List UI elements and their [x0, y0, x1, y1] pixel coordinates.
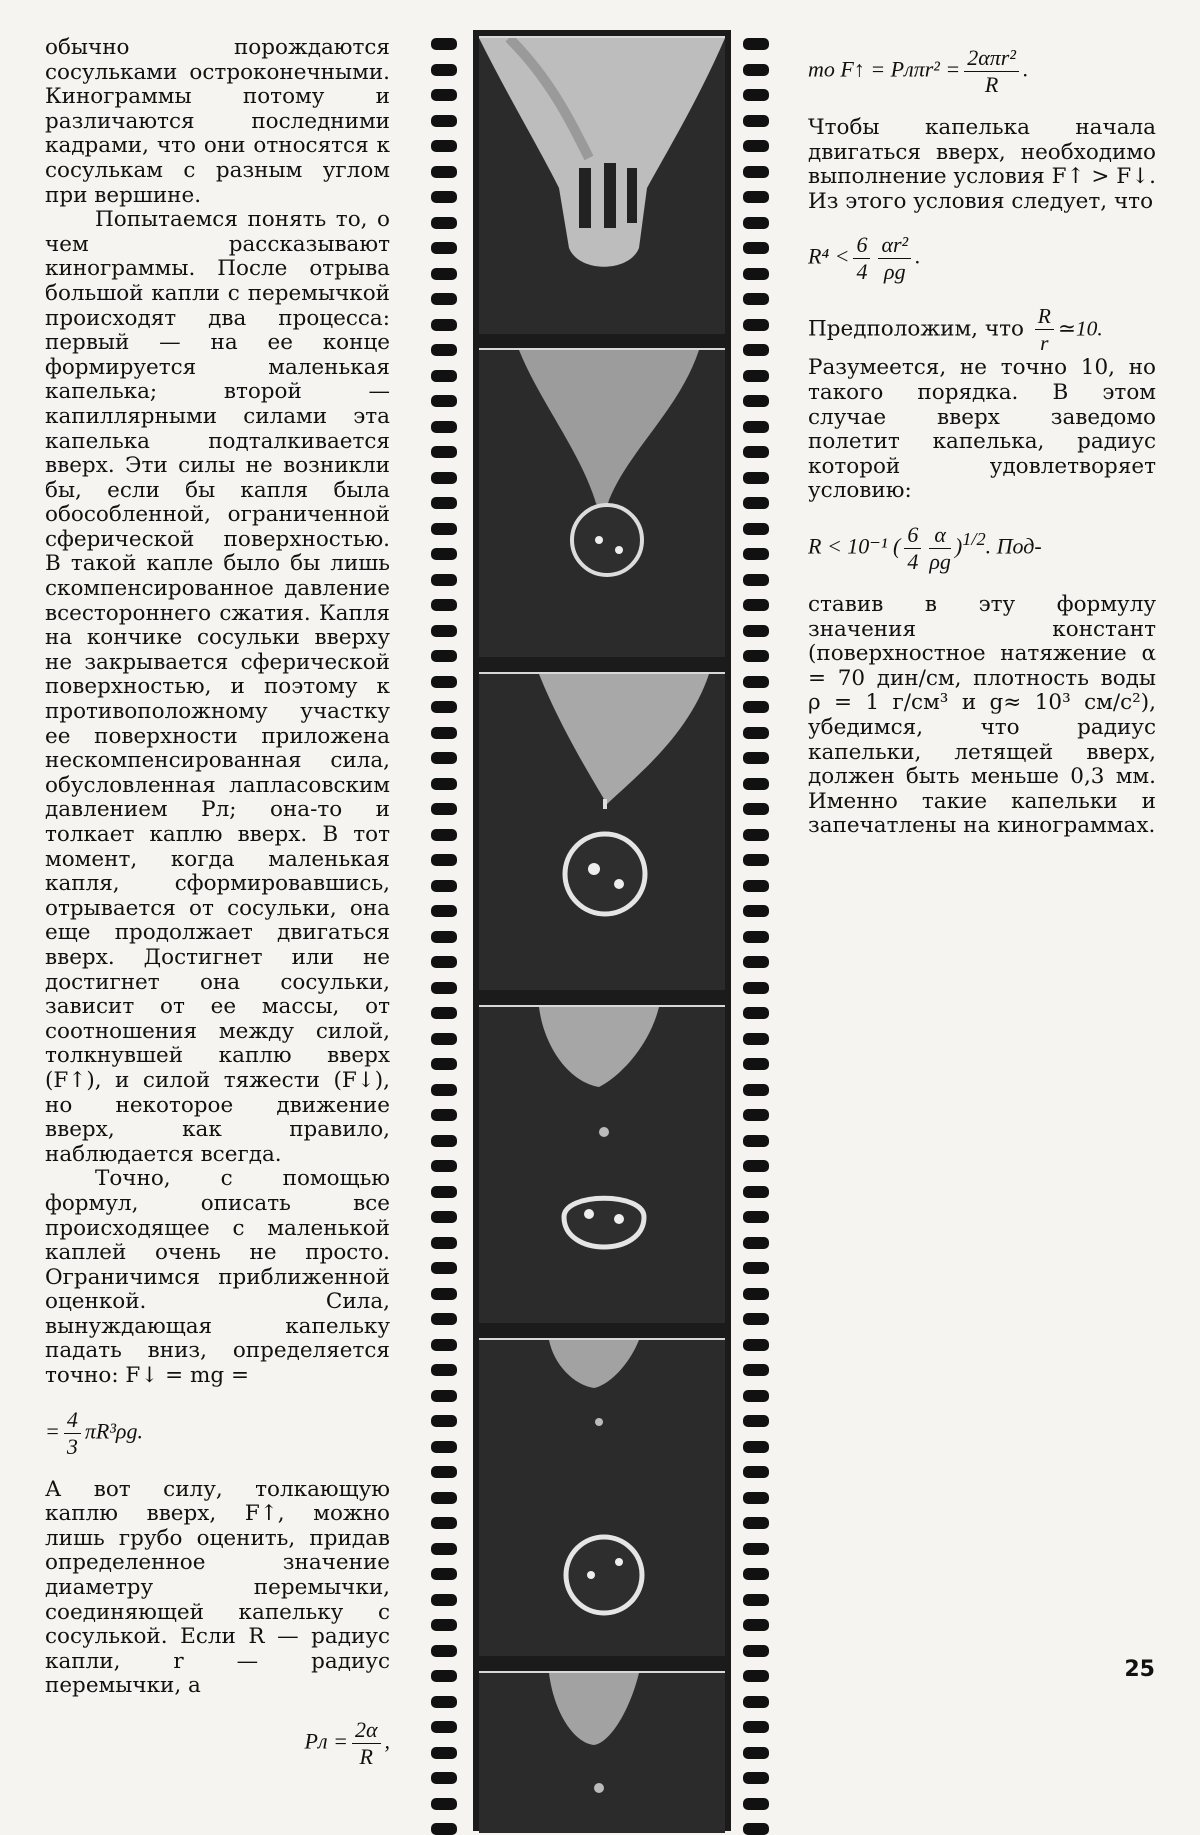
sprocket-hole	[743, 1135, 769, 1147]
fraction	[1035, 303, 1054, 356]
sprocket-hole	[431, 421, 457, 433]
fraction	[929, 522, 951, 575]
sprocket-hole	[431, 344, 457, 356]
fraction	[352, 1717, 381, 1770]
sprocket-hole	[743, 625, 769, 637]
film-frame-2	[479, 348, 725, 657]
formula-part: .	[1022, 56, 1029, 82]
sprocket-hole	[743, 319, 769, 331]
sprocket-hole	[743, 293, 769, 305]
sprocket-hole	[431, 1186, 457, 1198]
sprocket-hole	[743, 982, 769, 994]
fraction	[878, 232, 911, 285]
fraction-denominator: 3	[66, 1433, 78, 1459]
fraction	[853, 232, 870, 285]
paragraph: ставив в эту формулу значения констант (поверхностное натяжение α = 70 дин/см, плотность воды ρ = 1 г/см³ и g≈ 10³ см/с²), убедимся, что радиус капельки, летящей вверх, должен быть меньше 0,3 мм. Именно такие капельки и запечатлены на кинограммах.	[808, 591, 1156, 839]
sprocket-hole	[431, 1696, 457, 1708]
sprocket-hole	[431, 217, 457, 229]
paragraph: Попытаемся понять то, о чем рассказывают кинограммы. После отрыва большой капли с перемычкой происходят два процесса: первый — на ее конце формируется маленькая капелька; второй — капиллярными силами эта капелька подталкивается вверх. Эти силы не возникли бы, если бы капля была обособленной, ограниченной сферической поверхностью. В такой капле было бы лишь скомпенсированное давление всестороннего сжатия. Капля на кончике сосульки вверху не закрывается сферической поверхностью, и поэтому к противоположному участку ее поверхности приложена нескомпенсированная сила, обусловленная лапласовским давлением Pл; она-то и толкает каплю вверх. В тот момент, когда маленькая капля, сформировавшись, отрывается от сосульки, она еще продолжает двигаться вверх. Достигнет или не достигнет она сосульки, зависит от ее массы, от соотношения между силой, толкнувшей каплю вверх (F↑), и силой тяжести (F↓), но некоторое движение вверх, как правило, наблюдается всегда.	[45, 207, 390, 1167]
sprocket-hole	[743, 599, 769, 611]
formula-part: ,	[384, 1728, 390, 1754]
formula-radius	[808, 522, 1156, 575]
formula-part: =	[45, 1418, 60, 1444]
sprocket-hole	[431, 1313, 457, 1325]
sprocket-hole	[743, 268, 769, 280]
sprocket-hole	[431, 1619, 457, 1631]
paragraph-text: А вот силу, толкающую каплю вверх, F↑, можно лишь грубо оценить, придав определенное значение диаметру перемычки, соединяющей капельку с сосулькой. Если R — радиус капли, r — радиус перемычки, а	[45, 1476, 390, 1699]
sprocket-hole	[743, 1007, 769, 1019]
page-number: 25	[1124, 1657, 1155, 1682]
sprocket-hole	[743, 1262, 769, 1274]
sprocket-hole	[431, 319, 457, 331]
sprocket-hole	[743, 829, 769, 841]
sprocket-hole	[743, 1568, 769, 1580]
formula-part: R < 10⁻¹ (	[808, 533, 901, 559]
sprocket-hole	[743, 1288, 769, 1300]
sprocket-hole	[743, 803, 769, 815]
paragraph-text: Предположим, что	[808, 316, 1024, 342]
sprocket-hole	[431, 523, 457, 535]
film-frame-5	[479, 1338, 725, 1656]
paragraph	[808, 303, 1156, 356]
sprocket-hole	[743, 344, 769, 356]
sprocket-hole	[743, 1823, 769, 1835]
paragraph: Разумеется, не точно 10, но такого порядка. В этом случае вверх заведомо полетит капелька, радиус которой удовлетворяет условию:	[808, 355, 1156, 504]
formula-f-up	[808, 45, 1156, 98]
sprocket-hole	[743, 905, 769, 917]
sprocket-hole	[743, 1033, 769, 1045]
sprocket-hole	[431, 1288, 457, 1300]
formula-exponent: 1/2	[962, 529, 986, 550]
sprocket-hole	[431, 880, 457, 892]
sprocket-hole	[431, 472, 457, 484]
sprocket-hole	[743, 931, 769, 943]
sprocket-hole	[431, 676, 457, 688]
fraction	[904, 522, 921, 575]
sprocket-hole	[431, 752, 457, 764]
sprocket-hole	[431, 1058, 457, 1070]
sprocket-hole	[431, 1160, 457, 1172]
sprocket-hole	[743, 1696, 769, 1708]
sprocket-hole	[743, 1211, 769, 1223]
sprocket-hole	[743, 1645, 769, 1657]
sprocket-hole	[431, 803, 457, 815]
fraction-numerator: 6	[853, 232, 870, 259]
fraction-denominator: ρg	[884, 259, 906, 285]
fraction-denominator: ρg	[929, 548, 951, 574]
sprocket-hole	[743, 1237, 769, 1249]
film-frame-1	[479, 36, 725, 334]
sprocket-hole	[431, 1084, 457, 1096]
sprocket-hole	[431, 1747, 457, 1759]
sprocket-hole	[743, 1415, 769, 1427]
sprocket-hole	[431, 1237, 457, 1249]
sprocket-hole	[431, 1415, 457, 1427]
sprocket-hole	[743, 1466, 769, 1478]
sprocket-hole	[431, 1823, 457, 1835]
paragraph: обычно порождаются сосульками остроконечными. Кинограммы потому и различаются последними кадрами, что они относятся к сосулькам с разным углом при вершине.	[45, 35, 390, 208]
sprocket-hole	[431, 650, 457, 662]
fraction-numerator: R	[1035, 303, 1054, 330]
sprocket-hole	[431, 931, 457, 943]
formula-laplace	[45, 1717, 390, 1770]
sprocket-hole	[431, 1798, 457, 1810]
sprocket-hole	[743, 523, 769, 535]
fraction-numerator: 4	[64, 1407, 81, 1434]
sprocket-hole	[743, 38, 769, 50]
sprocket-hole	[431, 1492, 457, 1504]
formula-part: .	[915, 243, 921, 269]
sprocket-hole	[431, 1645, 457, 1657]
sprocket-hole	[431, 497, 457, 509]
formula-condition	[808, 232, 1156, 285]
sprocket-hole	[743, 1186, 769, 1198]
sprocket-hole	[431, 701, 457, 713]
sprocket-hole	[743, 1798, 769, 1810]
sprocket-hole	[431, 574, 457, 586]
formula-part: πR³ρg.	[84, 1418, 143, 1444]
sprocket-hole	[431, 854, 457, 866]
fraction-denominator: r	[1040, 331, 1049, 356]
film-frame-4	[479, 1005, 725, 1323]
paragraph: Чтобы капелька начала двигаться вверх, необходимо выполнение условия F↑ > F↓. Из этого условия следует, что	[808, 115, 1156, 214]
sprocket-hole	[743, 1619, 769, 1631]
sprocket-hole	[743, 1084, 769, 1096]
sprocket-hole	[743, 956, 769, 968]
sprocket-hole	[743, 421, 769, 433]
sprocket-hole	[743, 446, 769, 458]
sprocket-hole	[743, 1160, 769, 1172]
sprocket-hole	[743, 1109, 769, 1121]
sprocket-hole	[431, 370, 457, 382]
sprocket-hole	[431, 140, 457, 152]
sprocket-hole	[431, 599, 457, 611]
sprocket-hole	[743, 191, 769, 203]
sprocket-hole	[431, 1594, 457, 1606]
sprocket-hole	[743, 880, 769, 892]
sprocket-hole	[743, 1313, 769, 1325]
fraction	[64, 1407, 81, 1460]
sprocket-hole	[431, 1211, 457, 1223]
sprocket-hole	[431, 1007, 457, 1019]
sprocket-hole	[431, 1772, 457, 1784]
formula-part: . Под-	[985, 533, 1042, 559]
sprocket-hole	[431, 38, 457, 50]
sprocket-holes-right	[743, 30, 771, 1831]
sprocket-hole	[743, 854, 769, 866]
fraction-numerator: αr²	[878, 232, 911, 259]
sprocket-hole	[743, 115, 769, 127]
sprocket-hole	[743, 752, 769, 764]
sprocket-hole	[431, 446, 457, 458]
sprocket-hole	[431, 1441, 457, 1453]
paragraph	[45, 1167, 390, 1388]
sprocket-hole	[431, 268, 457, 280]
sprocket-hole	[431, 395, 457, 407]
sprocket-hole	[743, 1670, 769, 1682]
formula-part: )	[954, 533, 963, 559]
sprocket-hole	[743, 140, 769, 152]
sprocket-hole	[743, 217, 769, 229]
sprocket-hole	[743, 370, 769, 382]
sprocket-hole	[743, 1747, 769, 1759]
sprocket-hole	[431, 1568, 457, 1580]
sprocket-hole	[431, 1466, 457, 1478]
sprocket-hole	[743, 89, 769, 101]
sprocket-hole	[743, 1339, 769, 1351]
sprocket-hole	[743, 1772, 769, 1784]
sprocket-hole	[431, 89, 457, 101]
sprocket-hole	[431, 1517, 457, 1529]
sprocket-hole	[431, 727, 457, 739]
sprocket-hole	[743, 1364, 769, 1376]
sprocket-hole	[431, 115, 457, 127]
sprocket-hole	[431, 166, 457, 178]
left-text-column	[45, 36, 390, 1788]
formula-part: R⁴ <	[808, 243, 850, 269]
sprocket-hole	[431, 778, 457, 790]
sprocket-hole	[431, 625, 457, 637]
sprocket-hole	[431, 548, 457, 560]
sprocket-hole	[743, 1594, 769, 1606]
fraction-denominator: 4	[856, 259, 868, 285]
sprocket-hole	[431, 1543, 457, 1555]
fraction-denominator: R	[984, 72, 999, 97]
film-strip-photo	[423, 30, 778, 1831]
sprocket-hole	[743, 472, 769, 484]
fraction-numerator: 2α	[352, 1717, 381, 1744]
sprocket-hole	[743, 778, 769, 790]
fraction-numerator: 2απr²	[964, 45, 1019, 72]
formula-part: Pл =	[304, 1728, 348, 1754]
sprocket-hole	[431, 64, 457, 76]
sprocket-hole	[743, 676, 769, 688]
sprocket-hole	[431, 1262, 457, 1274]
sprocket-hole	[743, 1721, 769, 1733]
sprocket-hole	[743, 64, 769, 76]
sprocket-hole	[743, 1058, 769, 1070]
sprocket-hole	[743, 1517, 769, 1529]
sprocket-hole	[743, 1543, 769, 1555]
sprocket-hole	[743, 395, 769, 407]
formula-gravity	[45, 1407, 390, 1460]
sprocket-holes-left	[431, 30, 459, 1831]
sprocket-hole	[431, 1109, 457, 1121]
film-frame-6	[479, 1671, 725, 1833]
sprocket-hole	[743, 727, 769, 739]
sprocket-hole	[431, 1670, 457, 1682]
formula-part: ≃10.	[1057, 316, 1103, 341]
sprocket-hole	[743, 166, 769, 178]
film-frame-3	[479, 672, 725, 990]
sprocket-hole	[431, 1339, 457, 1351]
paragraph-text: Точно, с помощью формул, описать все происходящее с маленькой каплей очень не просто. Ограничимся приближенной оценкой. Сила, вынуждающая капельку падать вниз, определяется точно: F↓ = mg =	[45, 1166, 390, 1389]
sprocket-hole	[743, 1492, 769, 1504]
sprocket-hole	[431, 956, 457, 968]
sprocket-hole	[743, 497, 769, 509]
sprocket-hole	[743, 1390, 769, 1402]
formula-part: то F↑ = Pлπr² =	[808, 56, 961, 82]
fraction-numerator: 6	[904, 522, 921, 549]
sprocket-hole	[431, 1390, 457, 1402]
fraction	[964, 45, 1019, 98]
sprocket-hole	[431, 293, 457, 305]
sprocket-hole	[431, 191, 457, 203]
sprocket-hole	[431, 905, 457, 917]
sprocket-hole	[431, 242, 457, 254]
sprocket-hole	[431, 1135, 457, 1147]
fraction-denominator: R	[359, 1744, 373, 1769]
sprocket-hole	[431, 982, 457, 994]
sprocket-hole	[743, 650, 769, 662]
sprocket-hole	[743, 1441, 769, 1453]
sprocket-hole	[743, 242, 769, 254]
sprocket-hole	[743, 701, 769, 713]
sprocket-hole	[431, 1364, 457, 1376]
sprocket-hole	[743, 574, 769, 586]
sprocket-hole	[743, 548, 769, 560]
sprocket-hole	[431, 1033, 457, 1045]
right-text-column	[808, 45, 1156, 839]
fraction-denominator: 4	[907, 548, 919, 574]
fraction-numerator: α	[929, 522, 951, 549]
sprocket-hole	[431, 1721, 457, 1733]
paragraph	[45, 1478, 390, 1699]
sprocket-hole	[431, 829, 457, 841]
